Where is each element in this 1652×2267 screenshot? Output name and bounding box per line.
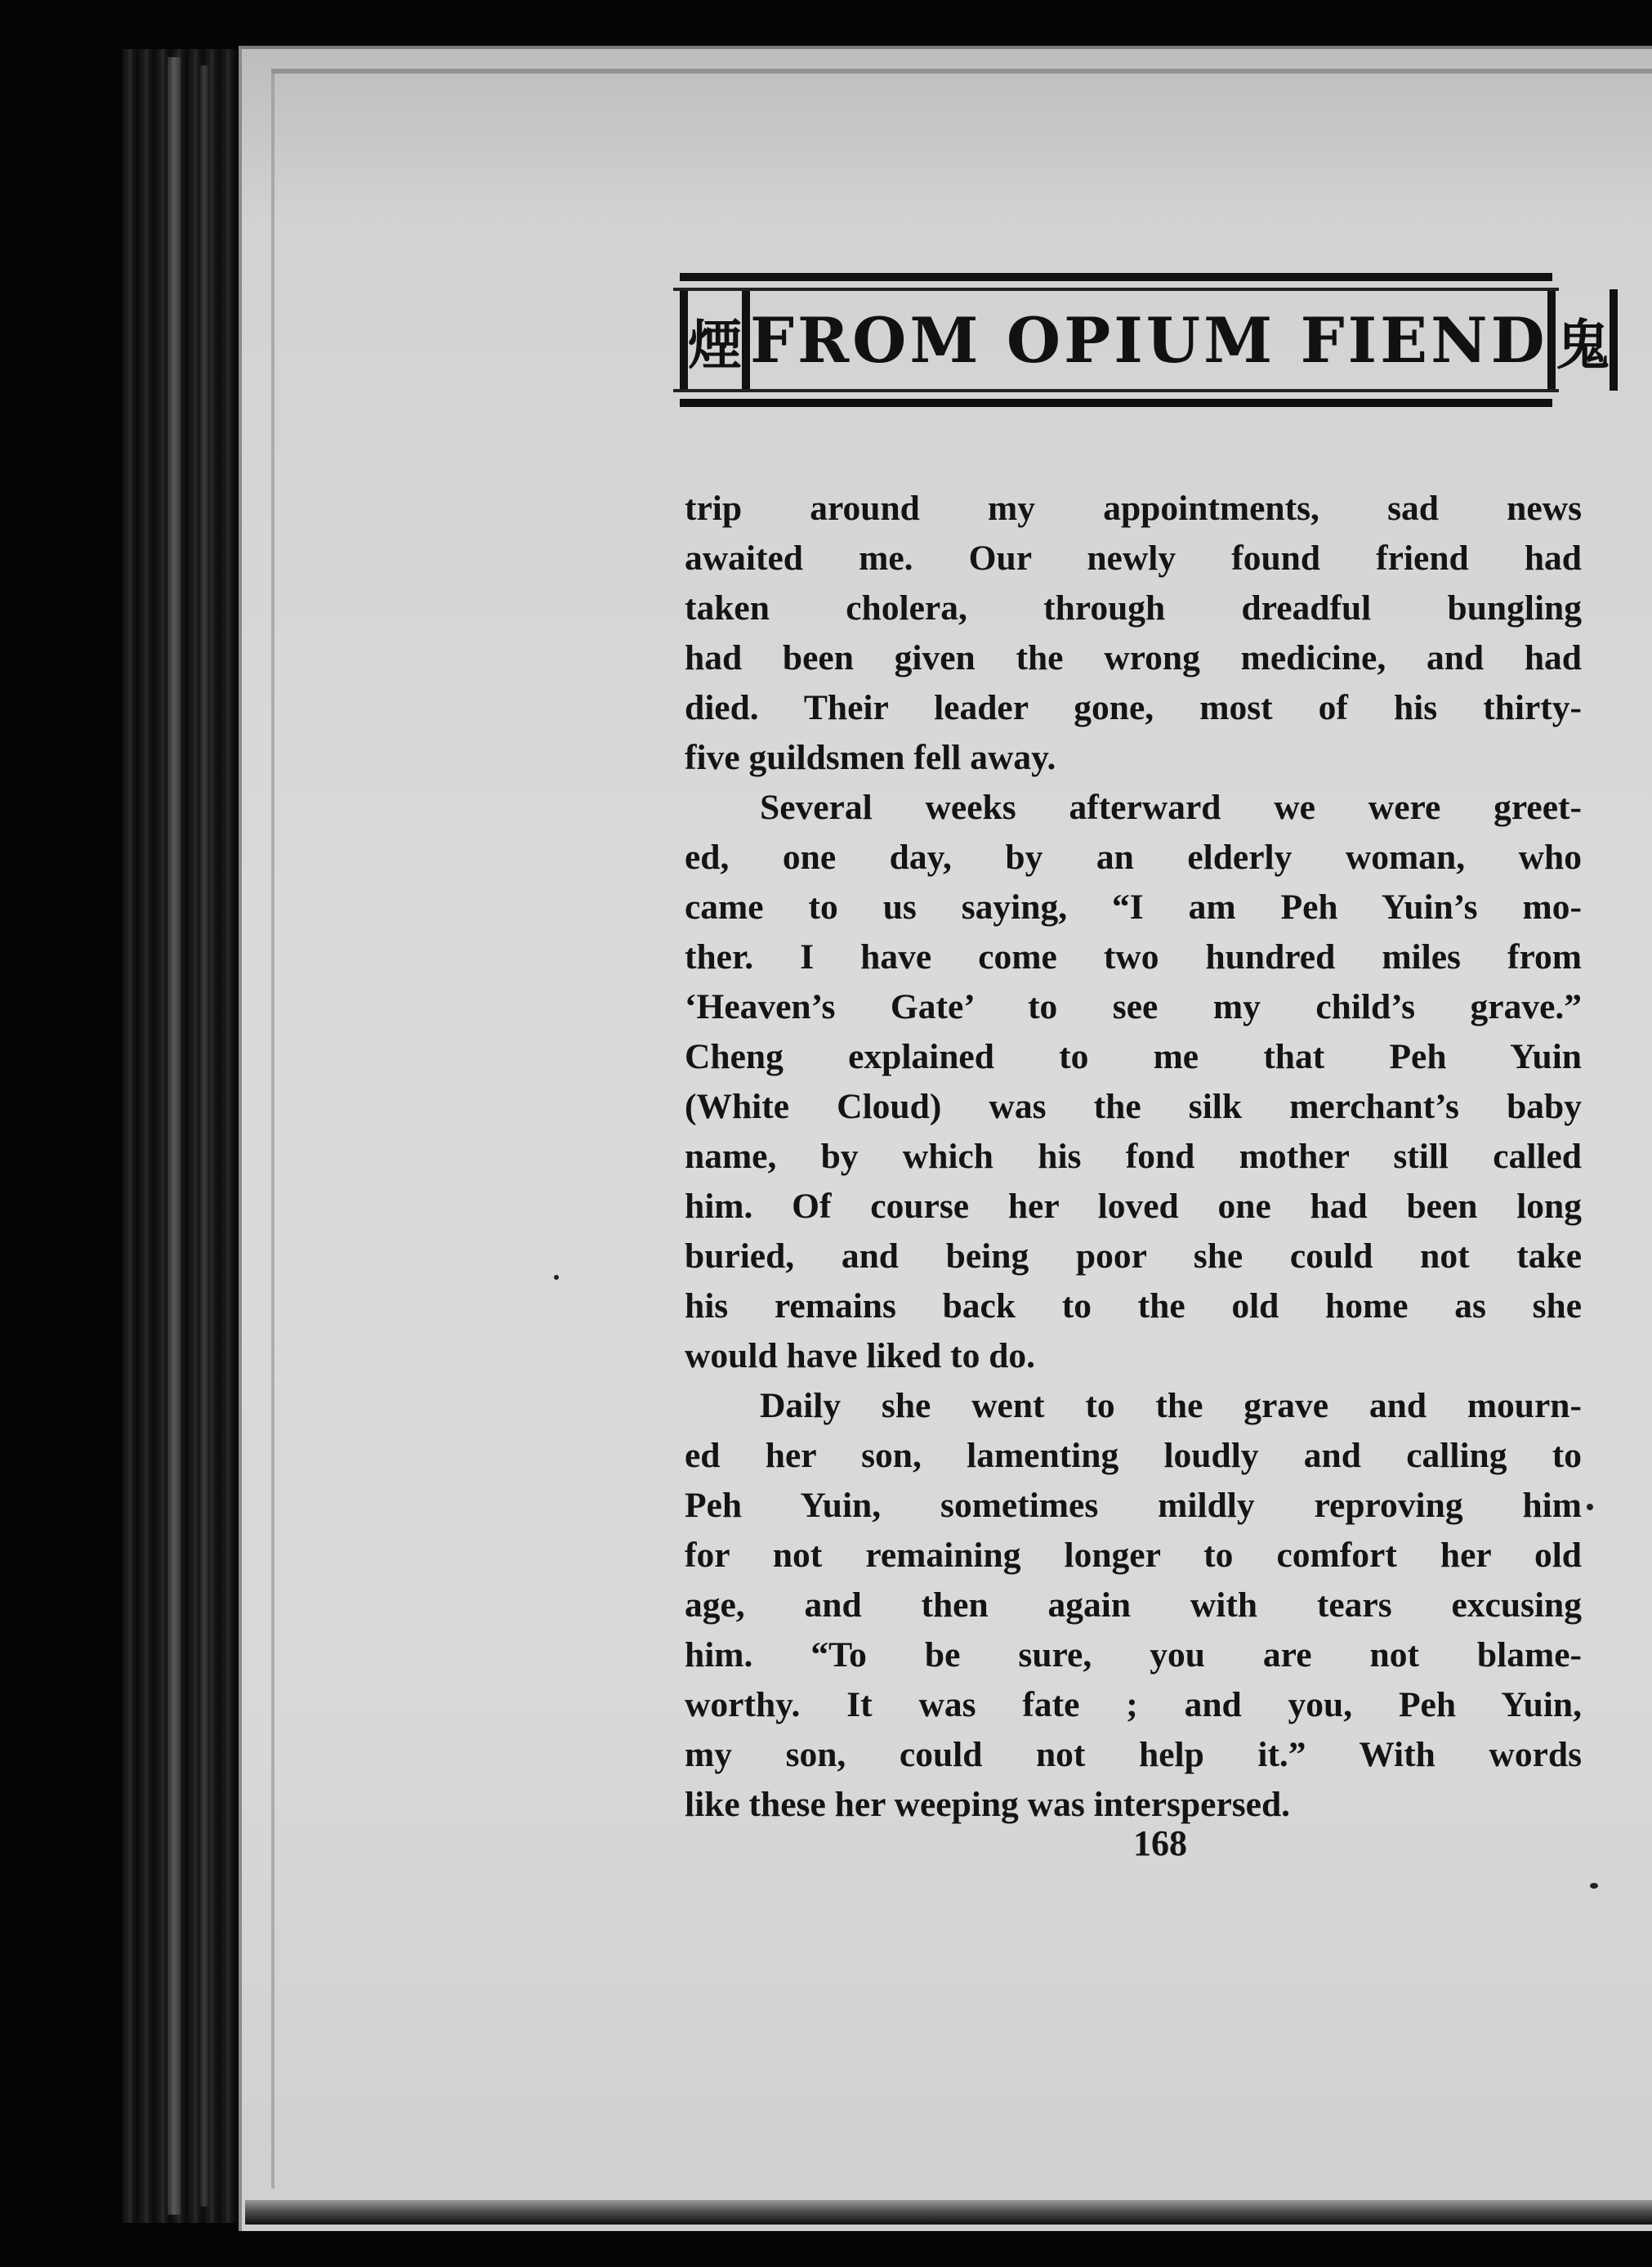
text-line: had been given the wrong medicine, and had: [685, 638, 1582, 677]
paragraph: [685, 1381, 1582, 1830]
right-chinese-glyph: 鬼: [1547, 289, 1618, 391]
text-line: ‘Heaven’s Gate’ to see my child’s grave.”: [685, 987, 1582, 1026]
print-speck: [1587, 1504, 1593, 1510]
text-line: ed her son, lamenting loudly and calling to: [685, 1436, 1582, 1475]
text-line: five guildsmen fell away.: [685, 738, 1056, 777]
text-line: taken cholera, through dreadful bungling: [685, 588, 1582, 628]
page-left-edge: [271, 72, 275, 2189]
text-line: ed, one day, by an elderly woman, who: [685, 838, 1582, 877]
page-edge: [167, 57, 181, 2215]
page-number: 168: [1133, 1823, 1187, 1863]
text-line: him. Of course her loved one had been long: [685, 1187, 1582, 1226]
text-line: worthy. It was fate ; and you, Peh Yuin,: [685, 1685, 1582, 1724]
paragraph: [685, 783, 1582, 1381]
text-line: his remains back to the old home as she: [685, 1286, 1582, 1326]
text-line: died. Their leader gone, most of his thirty-: [685, 688, 1582, 727]
text-line: came to us saying, “I am Peh Yuin’s mo-: [685, 888, 1582, 927]
text-line: would have liked to do.: [685, 1336, 1036, 1375]
left-chinese-glyph: 煙: [680, 289, 750, 391]
page-bottom-edge: [245, 2200, 1652, 2225]
text-line: for not remaining longer to comfort her old: [685, 1536, 1582, 1575]
print-speck: [554, 1275, 559, 1280]
text-line: Daily she went to the grave and mourn-: [760, 1386, 1582, 1425]
text-line: Several weeks afterward we were greet-: [760, 788, 1582, 827]
text-line: Peh Yuin, sometimes mildly reproving him: [685, 1486, 1582, 1525]
page-top-edge: [271, 69, 1652, 74]
text-line: trip around my appointments, sad news: [685, 489, 1582, 528]
text-line: name, by which his fond mother still called: [685, 1137, 1582, 1176]
text-line: like these her weeping was interspersed.: [685, 1785, 1291, 1824]
text-line: my son, could not help it.” With words: [685, 1735, 1582, 1774]
running-header-banner: [680, 273, 1610, 407]
text-line: buried, and being poor she could not take: [685, 1236, 1582, 1276]
page-edge: [200, 65, 208, 2207]
text-line: him. “To be sure, you are not blame-: [685, 1635, 1582, 1675]
text-line: age, and then again with tears excusing: [685, 1585, 1582, 1625]
paragraph: [685, 484, 1582, 783]
text-line: awaited me. Our newly found friend had: [685, 539, 1582, 578]
text-line: ther. I have come two hundred miles from: [685, 937, 1582, 977]
running-header-title: FROM OPIUM FIEND: [750, 303, 1548, 377]
text-line: (White Cloud) was the silk merchant’s baby: [685, 1087, 1582, 1126]
print-speck: [1590, 1883, 1598, 1889]
text-line: Cheng explained to me that Peh Yuin: [685, 1037, 1582, 1076]
body-text: [685, 484, 1582, 1830]
